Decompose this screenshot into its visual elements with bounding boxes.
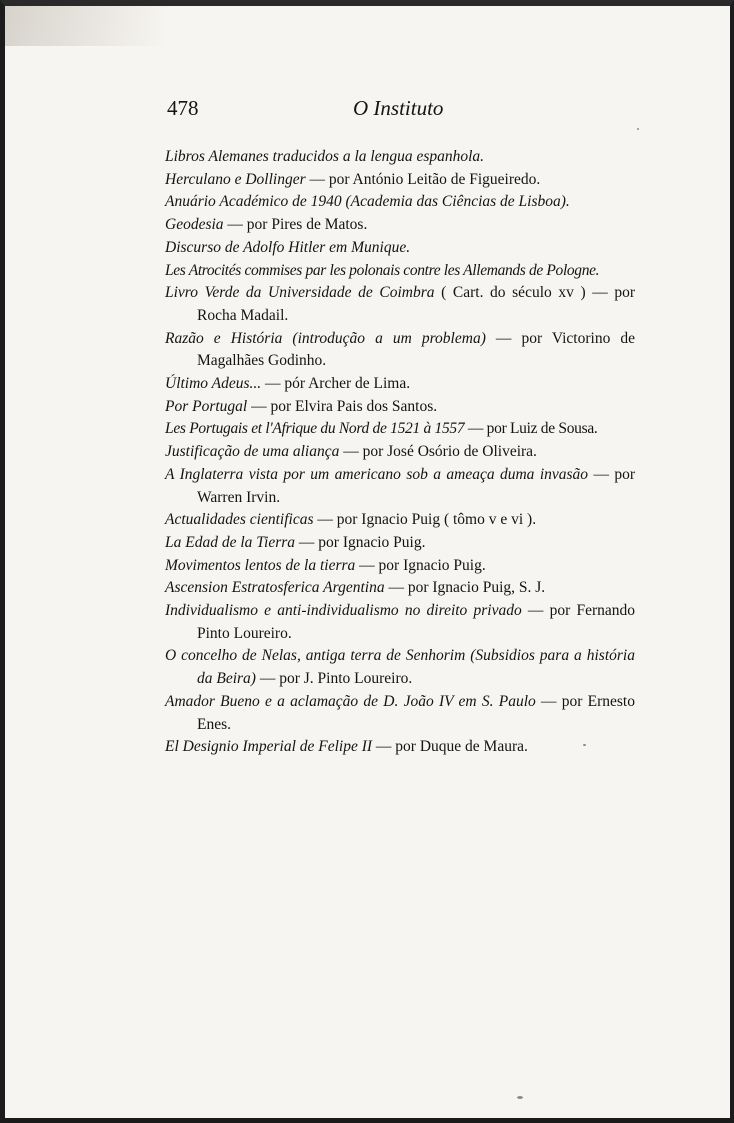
entry-title: Justificação de uma aliança [165, 443, 340, 461]
entry-title: Herculano e Dollinger [165, 170, 306, 188]
bibliography-entry [165, 600, 635, 645]
entry-author: — por Ernesto Enes. [197, 692, 635, 733]
entry-author: — por José Osório de Oliveira. [339, 443, 537, 461]
entry-title: La Edad de la Tierra [165, 533, 296, 551]
entry-title: Les Atrocités commises par les polonais contre les Allemands de Pologne. [165, 261, 600, 279]
entry-title: Discurso de Adolfo Hitler em Munique. [165, 238, 411, 256]
bibliography-entry [165, 532, 635, 555]
entry-title: El Designio Imperial de Felipe II [165, 738, 373, 756]
bibliography-entry [165, 373, 635, 396]
entry-title: Anuário Académico de 1940 (Academia das Ciências de Lisboa). [165, 193, 570, 211]
scan-speck [517, 1096, 523, 1099]
entry-title: Libros Alemanes traducidos a la lengua espanhola. [165, 148, 485, 165]
entry-author: — por Duque de Maura. [372, 738, 528, 756]
scan-shadow [5, 6, 165, 46]
entry-title: Razão e História (introdução a um problema) [165, 329, 486, 347]
bibliography-entry [165, 328, 635, 373]
bibliography-entry [165, 691, 635, 736]
entry-author: — por Warren Irvin. [197, 465, 635, 506]
page-header [167, 96, 467, 126]
entry-author: — por António Leitão de Figueiredo. [305, 170, 541, 188]
entry-author: — por Pires de Matos. [223, 216, 368, 234]
bibliography-entry [165, 577, 635, 600]
entry-title: Individualismo e anti-individualismo no direito privado [165, 602, 522, 620]
bibliography-entry [165, 418, 635, 441]
entry-author: — por Victorino de Magalhães Godinho. [197, 329, 636, 370]
bibliography-entry [165, 396, 635, 419]
entry-author: ( Cart. do século xv ) — por Rocha Madail. [197, 284, 635, 324]
entry-author: — por J. Pinto Loureiro. [255, 670, 413, 688]
bibliography-entry [165, 146, 635, 169]
bibliography-entry [165, 464, 635, 509]
bibliography-entry [165, 237, 635, 260]
scan-speck [637, 128, 639, 130]
entry-title: A Inglaterra vista por um americano sob a ameaça duma invasão [165, 465, 589, 483]
scan-speck [583, 744, 586, 746]
entry-author: — por Ignacio Puig ( tômo v e vi ). [313, 511, 537, 529]
entry-author: — por Luiz de Sousa. [464, 420, 598, 438]
page-number: 478 [167, 96, 199, 120]
entry-title: Livro Verde da Universidade de Coimbra [165, 284, 435, 302]
entry-title: Movimentos lentos de la tierra [165, 556, 356, 574]
entry-author: — por Ignacio Puig. [295, 533, 426, 551]
bibliography-entry [165, 509, 635, 532]
entry-title: Amador Bueno e a aclamação de D. João IV em S. Paulo [165, 692, 536, 710]
bibliography-entry [165, 555, 635, 578]
entry-title: Geodesia [165, 216, 224, 234]
entry-author: — pór Archer de Lima. [261, 375, 411, 393]
entry-author: — por Ignacio Puig. [355, 556, 486, 574]
entry-title: Ascension Estratosferica Argentina [165, 579, 385, 597]
bibliography-entry [165, 260, 635, 283]
entry-author: — por Elvira Pais dos Santos. [247, 397, 438, 415]
bibliography-entry [165, 282, 635, 327]
entry-title: O concelho de Nelas, antiga terra de Senhorim (Subsidios para a história da Beira) [165, 647, 635, 688]
entry-title: Les Portugais et l'Afrique du Nord de 1521 à 1557 [165, 420, 465, 438]
entry-title: Por Portugal [165, 397, 248, 415]
entry-author: — por Fernando Pinto Loureiro. [197, 602, 635, 642]
entry-title: Último Adeus... [165, 375, 262, 393]
bibliography-entry [165, 169, 635, 192]
bibliography-list [165, 146, 635, 759]
bibliography-entry [165, 214, 635, 237]
running-title: O Instituto [353, 96, 444, 120]
entry-title: Actualidades cientificas [165, 511, 314, 529]
bibliography-entry [165, 191, 635, 214]
bibliography-entry [165, 736, 635, 759]
bibliography-entry [165, 645, 635, 690]
bibliography-entry [165, 441, 635, 464]
entry-author: — por Ignacio Puig, S. J. [384, 579, 546, 597]
